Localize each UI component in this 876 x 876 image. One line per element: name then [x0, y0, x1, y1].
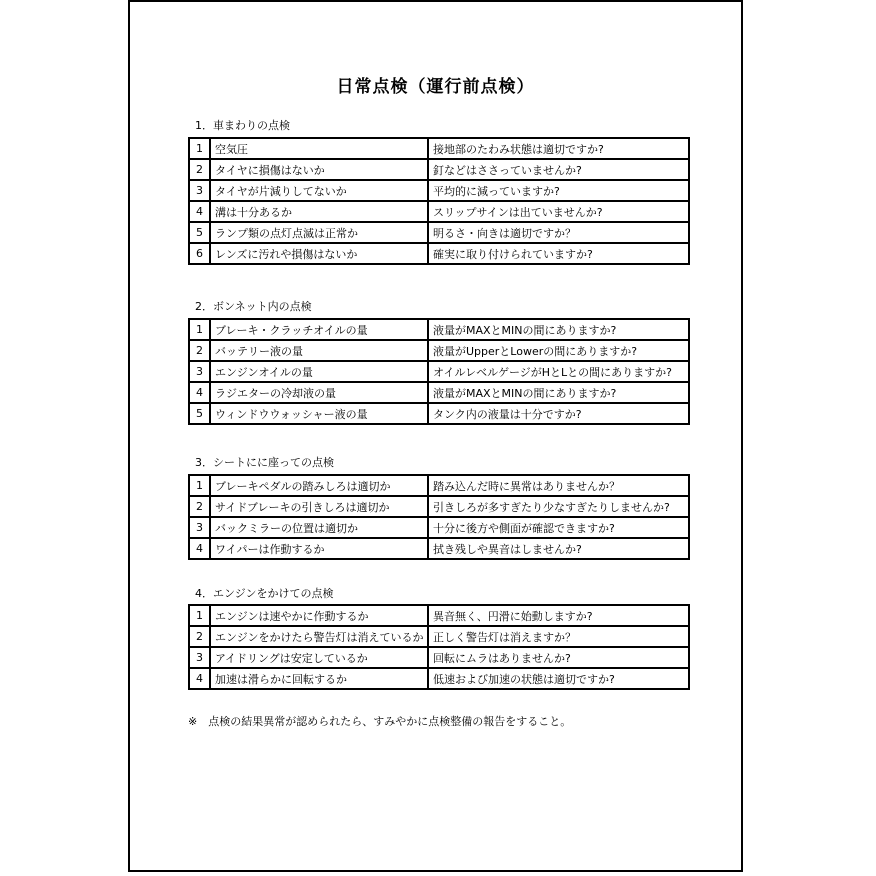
document-page: [128, 0, 743, 872]
row-number: 5: [189, 403, 210, 424]
check-item: エンジンは速やかに作動するか: [210, 605, 428, 626]
footnote: ※ 点検の結果異常が認められたら、すみやかに点検整備の報告をすること。: [188, 715, 572, 728]
check-question: 明るさ・向きは適切ですか？: [428, 222, 689, 243]
table-row: [189, 222, 689, 243]
check-item: エンジンオイルの量: [210, 361, 428, 382]
document-title: 日常点検（運行前点検）: [336, 77, 535, 97]
check-item: ブレーキペダルの踏みしろは適切か: [210, 475, 428, 496]
row-number: 3: [189, 361, 210, 382]
check-item: 空気圧: [210, 138, 428, 159]
table-row: [189, 361, 689, 382]
row-number: 4: [189, 538, 210, 559]
check-item: 溝は十分あるか: [210, 201, 428, 222]
row-number: 1: [189, 319, 210, 340]
check-item: ランプ類の点灯点滅は正常か: [210, 222, 428, 243]
check-question: タンク内の液量は十分ですか?: [428, 403, 689, 424]
check-item: タイヤに損傷はないか: [210, 159, 428, 180]
row-number: 2: [189, 159, 210, 180]
check-question: 低速および加速の状態は適切ですか?: [428, 668, 689, 689]
checklist-table-exterior: [188, 137, 690, 265]
check-question: 拭き残しや異音はしませんか?: [428, 538, 689, 559]
check-item: サイドブレーキの引きしろは適切か: [210, 496, 428, 517]
table-row: [189, 626, 689, 647]
check-item: ブレーキ・クラッチオイルの量: [210, 319, 428, 340]
check-item: アイドリングは安定しているか: [210, 647, 428, 668]
table-row: [189, 517, 689, 538]
table-row: [189, 475, 689, 496]
check-question: 十分に後方や側面が確認できますか?: [428, 517, 689, 538]
row-number: 4: [189, 668, 210, 689]
section-heading-exterior: 1．車まわりの点検: [195, 119, 290, 132]
check-question: 踏み込んだ時に異常はありませんか？: [428, 475, 689, 496]
check-item: レンズに汚れや損傷はないか: [210, 243, 428, 264]
check-item: 加速は滑らかに回転するか: [210, 668, 428, 689]
check-question: 釘などはささっていませんか?: [428, 159, 689, 180]
check-question: スリップサインは出ていませんか?: [428, 201, 689, 222]
check-question: 接地部のたわみ状態は適切ですか?: [428, 138, 689, 159]
checklist-table-seat: [188, 474, 690, 560]
table-row: [189, 340, 689, 361]
row-number: 2: [189, 496, 210, 517]
table-row: [189, 496, 689, 517]
check-question: 正しく警告灯は消えますか？: [428, 626, 689, 647]
row-number: 4: [189, 382, 210, 403]
check-item: バッテリー液の量: [210, 340, 428, 361]
section-heading-bonnet: 2．ボンネット内の点検: [195, 300, 312, 313]
checklist-table-engine: [188, 604, 690, 690]
row-number: 4: [189, 201, 210, 222]
table-row: [189, 319, 689, 340]
section-heading-engine: 4．エンジンをかけての点検: [195, 587, 334, 600]
check-question: 液量がMAXとMINの間にありますか?: [428, 319, 689, 340]
table-row: [189, 382, 689, 403]
check-question: 引きしろが多すぎたり少なすぎたりしませんか?: [428, 496, 689, 517]
table-row: [189, 403, 689, 424]
check-question: オイルレベルゲージがHとLとの間にありますか?: [428, 361, 689, 382]
check-item: ワイパーは作動するか: [210, 538, 428, 559]
check-question: 回転にムラはありませんか?: [428, 647, 689, 668]
check-item: バックミラーの位置は適切か: [210, 517, 428, 538]
row-number: 1: [189, 138, 210, 159]
table-row: [189, 647, 689, 668]
checklist-table-bonnet: [188, 318, 690, 425]
table-row: [189, 138, 689, 159]
check-question: 液量がMAXとMINの間にありますか?: [428, 382, 689, 403]
check-item: ラジエターの冷却液の量: [210, 382, 428, 403]
check-question: 平均的に減っていますか?: [428, 180, 689, 201]
section-heading-seat: 3．シートにに座っての点検: [195, 456, 334, 469]
table-row: [189, 668, 689, 689]
row-number: 1: [189, 605, 210, 626]
row-number: 3: [189, 517, 210, 538]
check-item: ウィンドウウォッシャー液の量: [210, 403, 428, 424]
check-question: 確実に取り付けられていますか?: [428, 243, 689, 264]
table-row: [189, 538, 689, 559]
row-number: 3: [189, 180, 210, 201]
row-number: 2: [189, 626, 210, 647]
check-question: 液量がUpperとLowerの間にありますか?: [428, 340, 689, 361]
row-number: 2: [189, 340, 210, 361]
table-row: [189, 159, 689, 180]
check-item: エンジンをかけたら警告灯は消えているか: [210, 626, 428, 647]
check-question: 異音無く、円滑に始動しますか?: [428, 605, 689, 626]
row-number: 1: [189, 475, 210, 496]
check-item: タイヤが片減りしてないか: [210, 180, 428, 201]
row-number: 5: [189, 222, 210, 243]
table-row: [189, 243, 689, 264]
row-number: 6: [189, 243, 210, 264]
table-row: [189, 605, 689, 626]
table-row: [189, 201, 689, 222]
table-row: [189, 180, 689, 201]
row-number: 3: [189, 647, 210, 668]
